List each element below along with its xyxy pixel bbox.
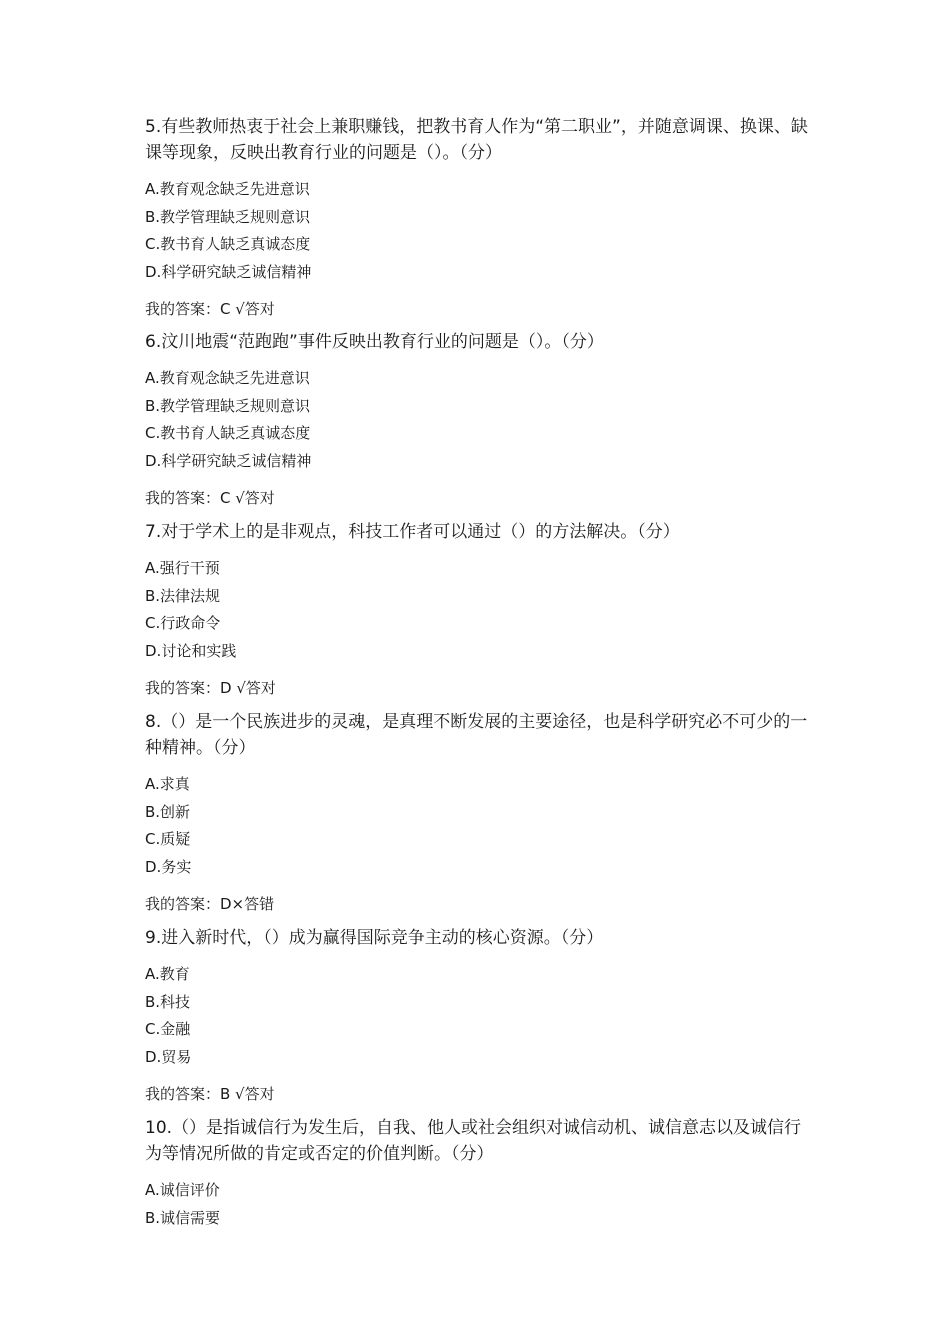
- option-d: D.贸易: [145, 1047, 192, 1066]
- options-list: [145, 176, 815, 286]
- options-list: [145, 771, 815, 881]
- option-a: A.求真: [145, 775, 190, 793]
- option-a: A.教育观念缺乏先进意识: [145, 180, 310, 198]
- my-answer: 我的答案：C √答对: [145, 489, 275, 507]
- question-text: 9.进入新时代，（）成为赢得国际竞争主动的核心资源。（分）: [145, 928, 604, 948]
- option-c: C.金融: [145, 1020, 191, 1038]
- option-c: C.教书育人缺乏真诚态度: [145, 235, 311, 253]
- question-10: [145, 1115, 815, 1232]
- question-8: [145, 709, 815, 915]
- option-c: C.质疑: [145, 830, 191, 848]
- options-list: [145, 1177, 815, 1232]
- option-a: A.强行干预: [145, 559, 220, 577]
- question-text: 10.（）是指诚信行为发生后，自我、他人或社会组织对诚信动机、诚信意志以及诚信行为等情况所做的肯定或否定的价值判断。（分）: [145, 1118, 802, 1164]
- option-c: C.教书育人缺乏真诚态度: [145, 424, 311, 442]
- question-9: [145, 925, 815, 1105]
- option-b: B.教学管理缺乏规则意识: [145, 396, 311, 415]
- my-answer: 我的答案：D √答对: [145, 679, 276, 697]
- option-b: B.创新: [145, 802, 191, 821]
- option-d: D.讨论和实践: [145, 641, 237, 660]
- option-c: C.行政命令: [145, 614, 221, 632]
- option-a: A.教育: [145, 965, 190, 983]
- question-text: 5.有些教师热衷于社会上兼职赚钱，把教书育人作为“第二职业”，并随意调课、换课、缺课等现象，反映出教育行业的问题是（）。（分）: [145, 117, 808, 163]
- options-list: [145, 961, 815, 1071]
- option-a: A.诚信评价: [145, 1181, 220, 1199]
- options-list: [145, 365, 815, 475]
- my-answer: 我的答案：C √答对: [145, 300, 275, 318]
- option-b: B.科技: [145, 992, 191, 1011]
- question-text: 8.（）是一个民族进步的灵魂，是真理不断发展的主要途径，也是科学研究必不可少的一种精神。（分）: [145, 712, 808, 758]
- option-d: D.务实: [145, 857, 192, 876]
- question-6: [145, 329, 815, 509]
- option-a: A.教育观念缺乏先进意识: [145, 369, 310, 387]
- question-text: 7.对于学术上的是非观点，科技工作者可以通过（）的方法解决。（分）: [145, 522, 680, 542]
- option-d: D.科学研究缺乏诚信精神: [145, 451, 312, 470]
- options-list: [145, 555, 815, 665]
- my-answer: 我的答案：D×答错: [145, 895, 275, 913]
- my-answer: 我的答案：B √答对: [145, 1085, 275, 1103]
- option-b: B.法律法规: [145, 586, 221, 605]
- question-5: [145, 114, 815, 320]
- question-7: [145, 519, 815, 699]
- option-d: D.科学研究缺乏诚信精神: [145, 262, 312, 281]
- question-text: 6.汶川地震“范跑跑”事件反映出教育行业的问题是（）。（分）: [145, 332, 604, 352]
- option-b: B.诚信需要: [145, 1208, 221, 1227]
- option-b: B.教学管理缺乏规则意识: [145, 207, 311, 226]
